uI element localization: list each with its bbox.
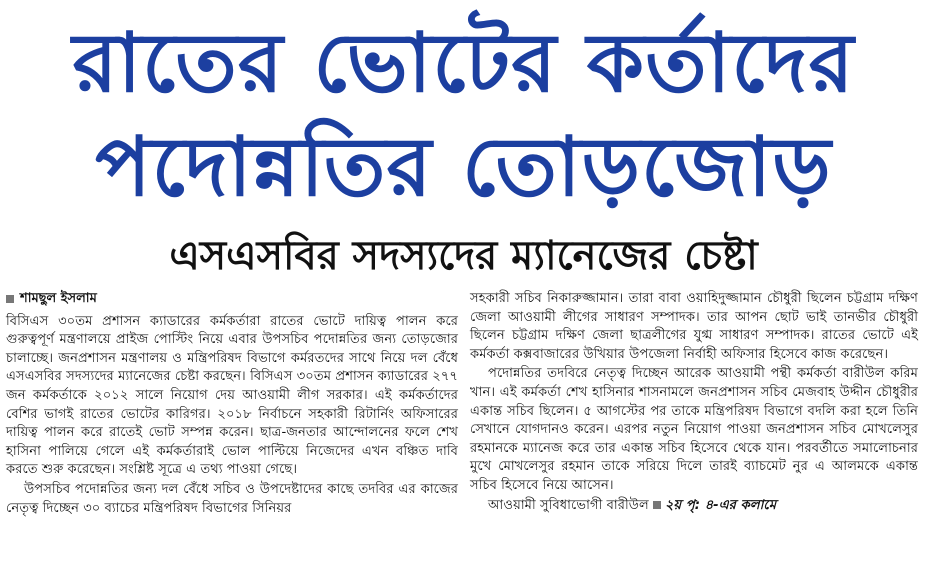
paragraph: বিসিএস ৩০তম প্রশাসন ক্যাডারের কর্মকর্তারা রাতের ভোটে দায়িত্ব পালন করে গুরুত্বপূর্ণ মন্ত্রণালয়ে প্রাইজ পোস্টিং নিয়ে এবার উপসচিব পদোন্নতির জন্য তোড়জোর চালাচ্ছে। জনপ্রশাসন মন্ত্রণালয় ও মন্ত্রিপরিষদ বিভাগে কর্মরতদের সাথে নিয়ে দল বেঁধে এসএসবির সদস্যদের ম্যানেজের চেষ্টা করছেন। বিসিএস ৩০তম প্রশাসন ক্যাডারের ২৭৭ জন কর্মকর্তাকে ২০১২ সালে নিয়োগ দেয় আওয়ামী লীগ সরকার। এই কর্মকর্তাদের বেশির ভাগই রাতের ভোটের কারিগর। ২০১৮ নির্বাচনে সহকারী রিটার্নিং অফিসারের দায়িত্ব পালন করে রাতেই ভোট সম্পন্ন করেন। ছাত্র-জনতার আন্দোলনের ফলে শেখ হাসিনা পালিয়ে গেলে এই কর্মকর্তারাই ভোল পাল্টিয়ে নিজেদের এখন বঞ্চিত দাবি করতে শুরু করেছেন। সংশ্লিষ্ট সূত্রে এ তথ্য পাওয়া গেছে। <box>6 313 458 478</box>
subheadline: এসএসবির সদস্যদের ম্যানেজের চেষ্টা <box>169 233 758 279</box>
paragraph: উপসচিব পদোন্নতির জন্য দল বেঁধে সচিব ও উপদেষ্টাদের কাছে তদবির এর কাজের নেতৃত্ব দিচ্ছেন ৩০ ব্যাচের মন্ত্রিপরিষদ বিভাগের সিনিয়র <box>6 481 458 516</box>
square-bullet-icon <box>653 501 661 509</box>
byline-author: শামছুল ইসলাম <box>20 291 97 306</box>
continuation-line <box>470 497 918 516</box>
continuation-reference[interactable]: ২য় পৃ: ৪-এর কলামে <box>664 497 777 513</box>
article-column-right <box>470 290 918 515</box>
paragraph: পদোন্নতির তদবিরে নেতৃত্ব দিচ্ছেন আরেক আওয়ামী পন্থী কর্মকর্তা বারীউল করিম খান। এই কর্মকর্তা শেখ হাসিনার শাসনামলে জনপ্রশাসন সচিব মেজবাহ উদ্দীন চৌধুরীর একান্ত সচিব ছিলেন। ৫ আগস্টের পর তাকে মন্ত্রিপরিষদ বিভাগে বদলি করা হলে তিনি সেখানে যোগদানও করেন। এরপর নতুন নিয়োগ পাওয়া জনপ্রশাসন সচিব মোখলেসুর রহমানকে ম্যানেজ করে তার একান্ত সচিব হিসেবে থেকে যান। পরবর্তীতে সমালোচনার মুখে মোখলেসুর রহমান তাকে সরিয়ে দিলে তারই ব্যাচমেট নুর এ আলমকে একান্ত সচিব হিসেবে নিয়ে আসেন। <box>470 366 918 493</box>
article-column-left <box>6 290 458 519</box>
byline <box>6 290 458 309</box>
headline-line-2: পদোন্নতির তোড়জোড় <box>95 120 832 215</box>
continuation-text: আওয়ামী সুবিধাভোগী বারীউল <box>488 497 649 513</box>
paragraph: সহকারী সচিব নিকারুজ্জামান। তারা বাবা ওয়াহিদুজ্জামান চৌধুরী ছিলেন চট্টগ্রাম দক্ষিণ জেলা আওয়ামী লীগের সাধারণ সম্পাদক। তার আপন ছোট ভাই তানভীর চৌধুরী ছিলেন চট্টগ্রাম দক্ষিণ জেলা ছাত্রলীগের যুগ্ম সাধারণ সম্পাদক। রাতের ভোটে এই কর্মকর্তা কক্সবাজারের উখিয়ার উপজেলা নির্বাহী অফিসার হিসেবে কাজ করেছেন। <box>470 291 918 362</box>
bullet-icon <box>6 295 14 303</box>
headline-line-1: রাতের ভোটের কর্তাদের <box>72 16 855 111</box>
